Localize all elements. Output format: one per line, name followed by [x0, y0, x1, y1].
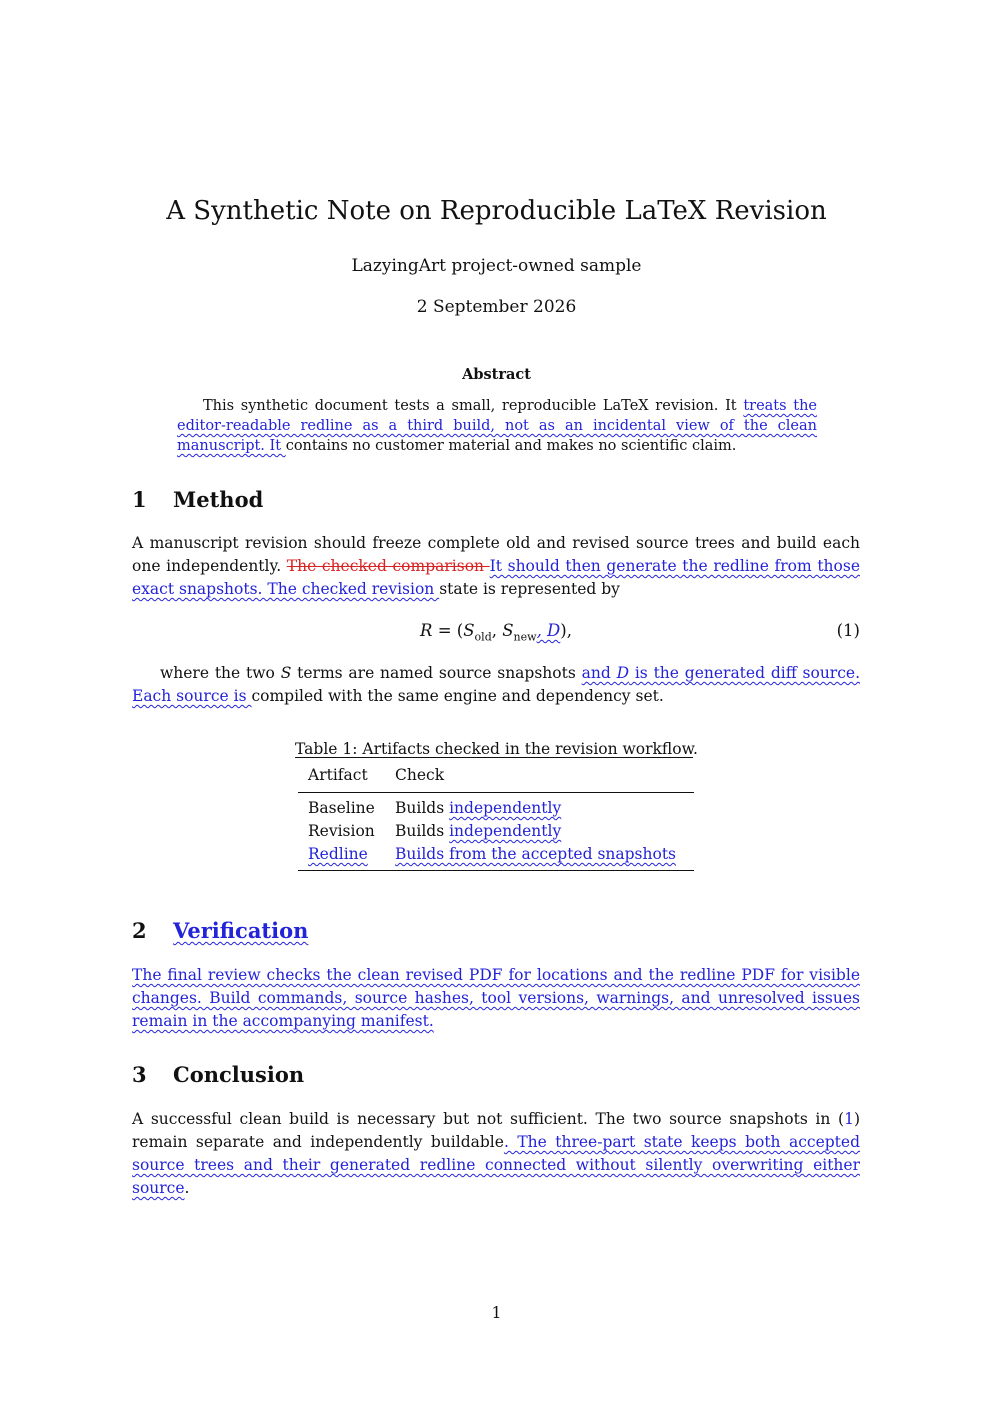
- section-title: Conclusion: [173, 1062, 305, 1087]
- table-row: [298, 797, 694, 820]
- section-heading-method: [132, 487, 263, 512]
- paragraph-text-end: state is represented by: [439, 580, 620, 598]
- inserted-text-part: is the generated diff source. Each source is: [132, 664, 861, 705]
- equation-reference-link[interactable]: 1: [844, 1110, 854, 1128]
- section-heading-conclusion: [132, 1062, 304, 1087]
- cell-text: Builds: [395, 822, 450, 840]
- table-caption-text: Table 1: Artifacts checked in the revision workflow: [295, 740, 694, 758]
- document-date: 2 September 2026: [416, 297, 577, 317]
- section-title: Method: [173, 487, 264, 512]
- abstract-body: [177, 396, 817, 456]
- table-cell-artifact: Baseline: [308, 799, 375, 817]
- table-caption-end: .: [693, 740, 698, 758]
- inserted-var-d: , D: [536, 621, 561, 640]
- paragraph-text-end: .: [184, 1179, 190, 1197]
- cell-inserted-text: independently: [449, 822, 562, 840]
- section-number: 2: [132, 918, 147, 943]
- abstract-text-end: contains no customer material and makes no scientific claim.: [285, 438, 737, 454]
- table-caption: [0, 740, 993, 758]
- conclusion-paragraph: [132, 1108, 860, 1200]
- method-paragraph-2: [132, 662, 860, 708]
- eq-comma: ,: [491, 621, 503, 640]
- sub-old: old: [474, 630, 492, 644]
- inserted-text: The final review checks the clean revised PDF for locations and the redline PDF for visible changes. Build commands, source hashes, tool versions, warnings, and unresolved issues remain in the accompanying manifest.: [132, 966, 860, 1030]
- equation-expression: [132, 621, 860, 643]
- paragraph-text: A successful clean build is necessary but not sufficient. The two source snapshots in (: [132, 1110, 845, 1128]
- table-header-artifact: Artifact: [308, 766, 368, 784]
- table-header-row: [298, 764, 694, 787]
- table-cell-artifact: Redline: [308, 845, 368, 863]
- table-bottomrule: [298, 870, 694, 871]
- deleted-text: The checked comparison: [286, 557, 490, 575]
- abstract-insertion: treats the editor-readable redline as a third build, not as an incidental view of the clean manuscript. It: [177, 398, 817, 454]
- table-cell-artifact: Revision: [308, 822, 375, 840]
- sub-new: new: [513, 630, 537, 644]
- paragraph-text: terms are named source snapshots: [291, 664, 582, 682]
- section-heading-verification: [132, 918, 308, 943]
- abstract-text: This synthetic document tests a small, reproducible LaTeX revision. It: [203, 398, 744, 414]
- section-title: Verification: [173, 918, 309, 943]
- var-s-old: S: [463, 621, 475, 640]
- page-number: 1: [491, 1304, 502, 1322]
- inserted-text: . The three-part state keeps both accepted source trees and their generated redline connected without silently overwriting either source: [132, 1133, 861, 1197]
- eq-sign: = (: [432, 621, 464, 640]
- cell-inserted-text: Builds from the accepted snapshots: [395, 845, 677, 863]
- table-cell-check: [395, 820, 561, 843]
- paragraph-text: ) remain separate and independently buildable: [132, 1110, 860, 1151]
- paragraph-text: A manuscript revision should freeze complete old and revised source trees and build each one independently.: [132, 534, 860, 575]
- inserted-text: It should then generate the redline from those exact snapshots. The checked revision: [132, 557, 860, 598]
- table-row: [298, 843, 694, 866]
- verification-paragraph: [132, 964, 860, 1033]
- equation-number: (1): [836, 621, 860, 640]
- var-s: S: [280, 664, 292, 682]
- eq-close: ),: [560, 621, 572, 640]
- inserted-text-part: and: [581, 664, 617, 682]
- inserted-var-d: D: [616, 664, 630, 682]
- table-cell-check: [395, 797, 561, 820]
- method-paragraph-1: [132, 532, 860, 601]
- paragraph-text: where the two: [160, 664, 281, 682]
- equation-1: [132, 621, 860, 647]
- abstract-heading: Abstract: [462, 366, 531, 383]
- section-number: 1: [132, 487, 147, 512]
- artifacts-table: [298, 764, 694, 871]
- cell-inserted-text: independently: [449, 799, 562, 817]
- cell-text: Builds: [395, 799, 450, 817]
- table-row: [298, 820, 694, 843]
- paragraph-text-end: compiled with the same engine and dependency set.: [251, 687, 664, 705]
- table-cell-check: [395, 843, 676, 866]
- var-s-new: S: [502, 621, 514, 640]
- section-number: 3: [132, 1062, 147, 1087]
- document-author: LazyingArt project-owned sample: [351, 256, 642, 276]
- var-r: R: [420, 621, 433, 640]
- table-header-check: Check: [395, 766, 445, 784]
- document-title: A Synthetic Note on Reproducible LaTeX Revision: [166, 196, 827, 226]
